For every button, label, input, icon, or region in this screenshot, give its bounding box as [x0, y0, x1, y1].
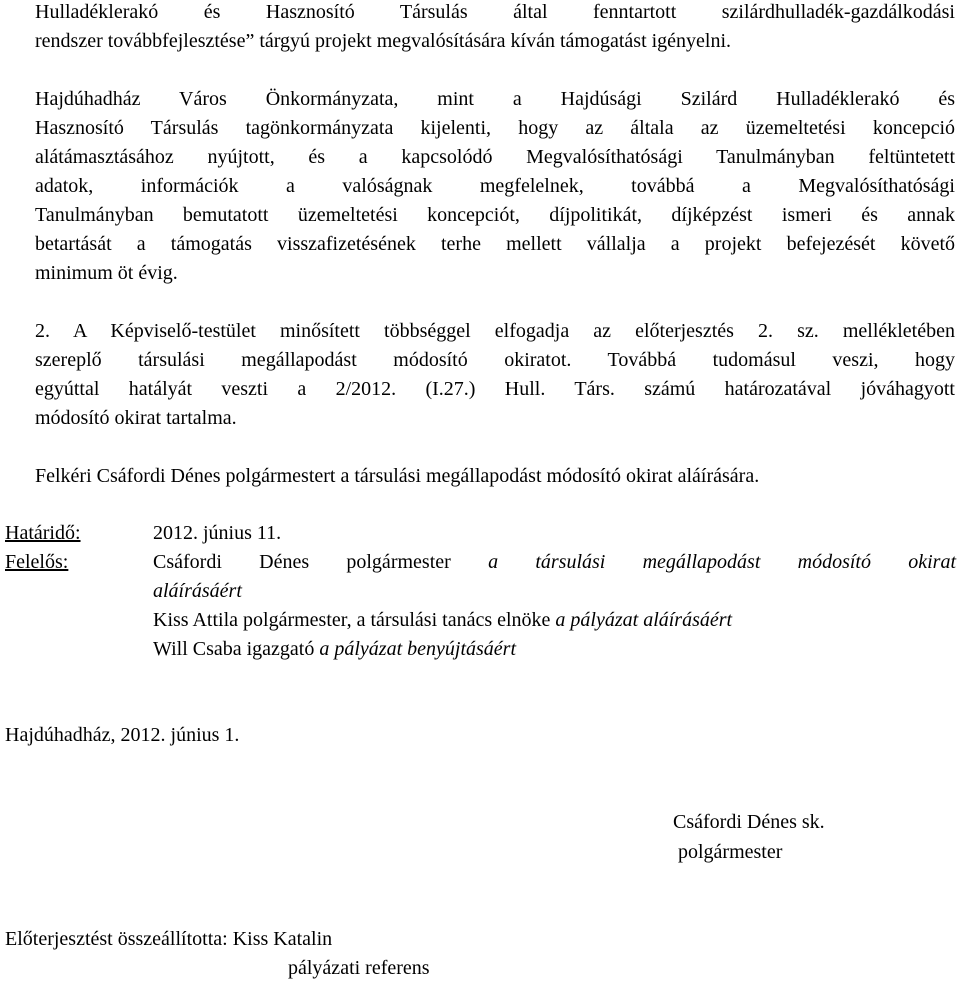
point-2-line: 2. A Képviselő-testület minősített többséggel elfogadja az előterjesztés 2. sz. mellékletében — [35, 320, 955, 342]
declaration-line: Tanulmányban bemutatott üzemeltetési koncepciót, díjpolitikát, díjképzést ismeri és annak — [35, 204, 955, 226]
responsible-3-name: Will Csaba igazgató — [153, 638, 315, 660]
signature-name: Csáfordi Dénes sk. — [673, 811, 825, 833]
point-2-line: szereplő társulási megállapodást módosító okiratot. Továbbá tudomásul veszi, hogy — [35, 349, 955, 371]
point-2-line: egyúttal hatályát veszti a 2/2012. (I.27.) Hull. Társ. számú határozatával jóváhagyott — [35, 378, 955, 400]
responsible-line-1 — [153, 548, 956, 576]
signature-title: polgármester — [678, 841, 783, 863]
prepared-by-role: pályázati referens — [288, 957, 430, 979]
responsible-1-name: Csáfordi Dénes polgármester — [153, 551, 451, 573]
responsible-1-task-continued: aláírásáért — [153, 580, 242, 602]
intro-line-2: rendszer továbbfejlesztése” tárgyú projekt megvalósítására kíván támogatást igényelni. — [35, 30, 732, 52]
declaration-line: alátámasztásához nyújtott, és a kapcsolódó Megvalósíthatósági Tanulmányban feltüntetett — [35, 146, 955, 168]
declaration-line: betartását a támogatás visszafizetésének terhe mellett vállalja a projekt befejezését követő — [35, 233, 955, 255]
prepared-by: Előterjesztést összeállította: Kiss Katalin — [5, 928, 333, 950]
declaration-line: adatok, információk a valóságnak megfelelnek, továbbá a Megvalósíthatósági — [35, 175, 955, 197]
responsible-1-task: a társulási megállapodást módosító okirat — [488, 551, 957, 573]
responsible-2-task: a pályázat aláírásáért — [555, 609, 733, 631]
intro-line-1: Hulladéklerakó és Hasznosító Társulás által fenntartott szilárdhulladék-gazdálkodási — [35, 1, 955, 23]
responsible-line-3 — [153, 635, 516, 663]
responsible-3-task: a pályázat benyújtásáért — [319, 638, 517, 660]
declaration-line: Hasznosító Társulás tagönkormányzata kijelenti, hogy az általa az üzemeltetési koncepció — [35, 117, 955, 139]
responsible-line-2 — [153, 606, 732, 634]
deadline-label: Határidő: — [5, 522, 81, 544]
request-paragraph: Felkéri Csáfordi Dénes polgármestert a társulási megállapodást módosító okirat aláírására. — [35, 465, 760, 487]
declaration-line: Hajdúhadház Város Önkormányzata, mint a Hajdúsági Szilárd Hulladéklerakó és — [35, 88, 955, 110]
responsible-label: Felelős: — [5, 551, 69, 573]
deadline-value: 2012. június 11. — [153, 522, 282, 544]
declaration-line: minimum öt évig. — [35, 262, 178, 284]
point-2-line: módosító okirat tartalma. — [35, 407, 237, 429]
place-date: Hajdúhadház, 2012. június 1. — [5, 724, 240, 746]
responsible-2-name: Kiss Attila polgármester, a társulási tanács elnöke — [153, 609, 551, 631]
